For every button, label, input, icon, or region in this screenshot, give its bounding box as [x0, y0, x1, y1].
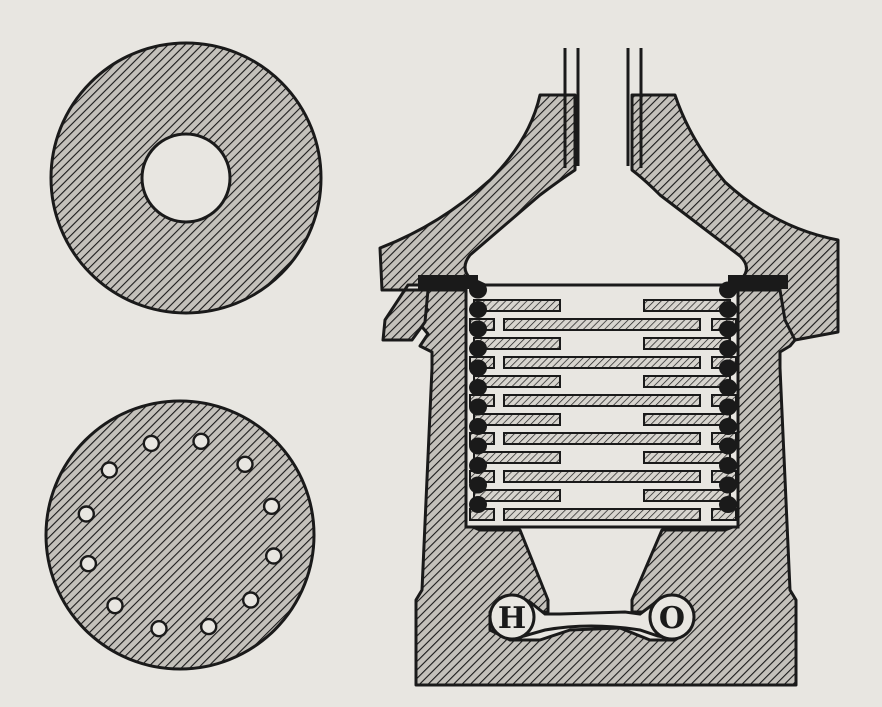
plate-left-short: [474, 376, 560, 387]
disc-hole: [266, 549, 281, 564]
coil-bead-right: [719, 301, 737, 318]
coil-bead-left: [469, 438, 487, 455]
plate-right-short: [644, 338, 730, 349]
plate-left-short: [474, 452, 560, 463]
plate-left-short: [474, 490, 560, 501]
coil-bead-right: [719, 360, 737, 377]
coil-bead-left: [469, 282, 487, 299]
coil-bead-left: [469, 360, 487, 377]
plate-right-short: [644, 490, 730, 501]
port-o: [650, 595, 694, 639]
disc-hole: [238, 457, 253, 472]
coil-bead-left: [469, 340, 487, 357]
plate-right-short: [644, 414, 730, 425]
perforated-disc: [46, 401, 314, 669]
plate-center-long: [504, 509, 700, 520]
plate-center-long: [504, 395, 700, 406]
plate-center-long: [504, 433, 700, 444]
coil-bead-left: [469, 496, 487, 513]
disc-hole: [79, 507, 94, 522]
coil-bead-left: [469, 477, 487, 494]
disc-hole: [108, 598, 123, 613]
coil-bead-right: [719, 418, 737, 435]
coil-bead-right: [719, 457, 737, 474]
gasket-right: [728, 275, 788, 289]
coil-bead-right: [719, 321, 737, 338]
washer-center-hole: [142, 134, 230, 222]
plate-right-short: [644, 452, 730, 463]
coil-bead-right: [719, 340, 737, 357]
plate-left-short: [474, 414, 560, 425]
port-h: [490, 595, 534, 639]
coil-bead-left: [469, 418, 487, 435]
gas-chamber-cross-section: [380, 48, 838, 685]
plate-center-long: [504, 357, 700, 368]
plate-right-short: [644, 300, 730, 311]
port-h-label: H: [497, 601, 527, 636]
plate-right-short: [644, 376, 730, 387]
coil-bead-right: [719, 438, 737, 455]
coil-bead-right: [719, 496, 737, 513]
coil-bead-left: [469, 321, 487, 338]
disc-hole: [264, 499, 279, 514]
coil-bead-left: [469, 399, 487, 416]
gasket-left: [418, 275, 478, 289]
coil-bead-left: [469, 301, 487, 318]
plate-center-long: [504, 471, 700, 482]
disc-hole: [102, 463, 117, 478]
washer-disc: [51, 43, 321, 313]
port-o-label: O: [658, 601, 686, 636]
coil-bead-right: [719, 379, 737, 396]
disc-hole: [144, 436, 159, 451]
coil-bead-left: [469, 457, 487, 474]
disc-hole: [243, 593, 258, 608]
disc-hole: [194, 434, 209, 449]
coil-bead-left: [469, 379, 487, 396]
disc-hole: [201, 619, 216, 634]
disc-hole: [152, 621, 167, 636]
plate-center-long: [504, 319, 700, 330]
disc-hole: [81, 556, 96, 571]
coil-bead-right: [719, 282, 737, 299]
coil-bead-right: [719, 399, 737, 416]
coil-bead-right: [719, 477, 737, 494]
perforated-disc-body: [46, 401, 314, 669]
